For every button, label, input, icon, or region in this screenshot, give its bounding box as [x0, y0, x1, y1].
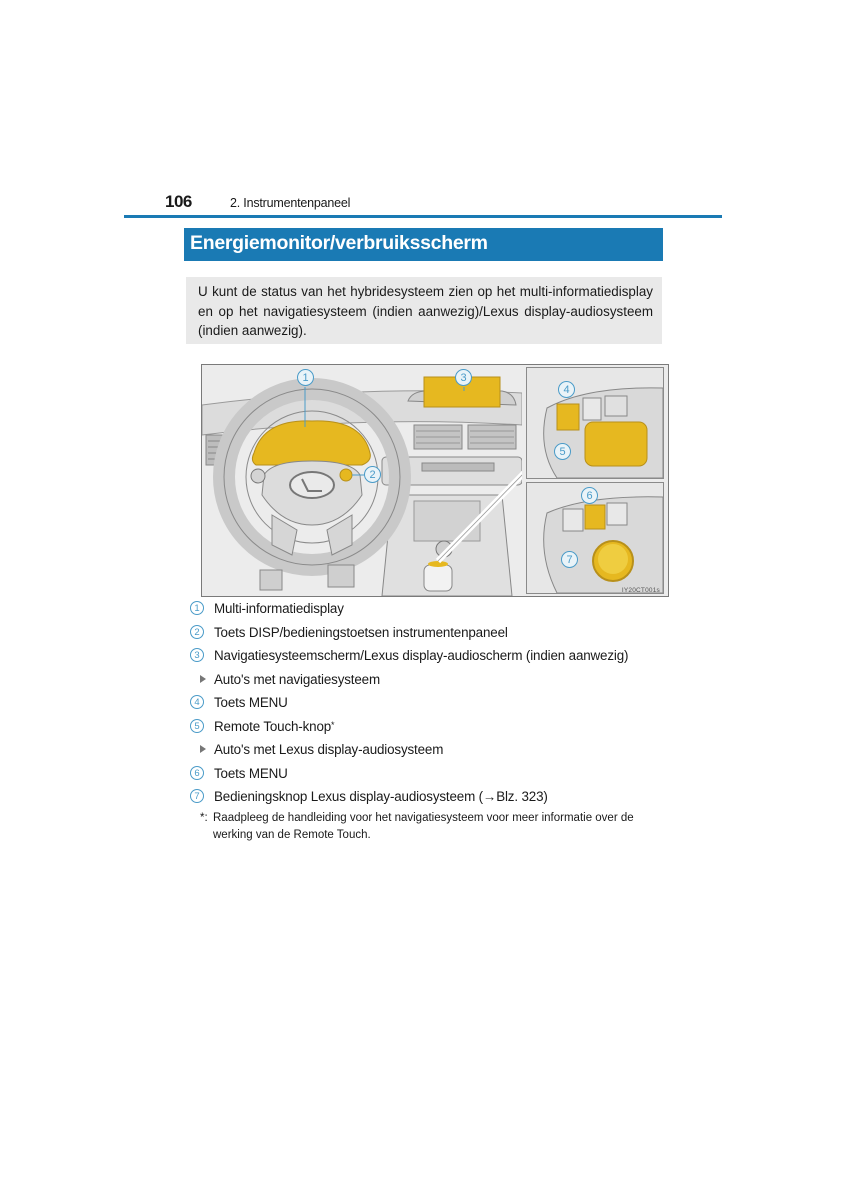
- callout-3: 3: [455, 369, 472, 386]
- legend-text-main: Remote Touch-knop: [214, 718, 332, 734]
- legend-item-5: [190, 718, 670, 742]
- legend-text: Navigatiesysteemscherm/Lexus display-audioscherm (indien aanwezig): [214, 648, 629, 663]
- legend-item-7: [190, 788, 670, 812]
- legend-item-4: [190, 694, 670, 718]
- inset-display-audio-knob: [526, 482, 664, 594]
- callout-2: 2: [364, 466, 381, 483]
- legend-item-6: [190, 765, 670, 789]
- remote-touch-drawing: [527, 368, 663, 478]
- number-badge: 3: [190, 648, 204, 662]
- header-rule: [124, 215, 722, 218]
- footnote-marker: *: [331, 719, 335, 730]
- number-badge: 5: [190, 719, 204, 733]
- legend-text: Bedieningsknop Lexus display-audiosysteem (→Blz. 323): [214, 789, 548, 804]
- dashboard-drawing: [202, 365, 522, 596]
- callout-1: 1: [297, 369, 314, 386]
- section-title-bar: [184, 228, 663, 261]
- legend-subheading-navigation: [190, 671, 670, 695]
- legend-subheading-display-audio: [190, 741, 670, 765]
- number-badge: 6: [190, 766, 204, 780]
- legend-text: [214, 718, 334, 736]
- legend-item-2: [190, 624, 670, 648]
- callout-7: 7: [561, 551, 578, 568]
- subheading-text: Auto's met Lexus display-audiosysteem: [214, 742, 444, 757]
- legend-text: Multi-informatiedisplay: [214, 601, 344, 616]
- triangle-bullet-icon: [200, 675, 206, 683]
- number-badge: 4: [190, 695, 204, 709]
- legend-item-1: [190, 600, 670, 624]
- callout-5: 5: [554, 443, 571, 460]
- legend-text: Toets MENU: [214, 765, 288, 781]
- chapter-title: 2. Instrumentenpaneel: [230, 196, 351, 210]
- dashboard-illustration: [201, 364, 669, 597]
- legend-list: [190, 600, 670, 812]
- page-number: 106: [165, 192, 192, 211]
- subheading-text: Auto's met navigatiesysteem: [214, 671, 380, 687]
- section-title: Energiemonitor/verbruiksscherm: [190, 232, 488, 254]
- callout-4: 4: [558, 381, 575, 398]
- triangle-bullet-icon: [200, 745, 206, 753]
- legend-item-3: [190, 647, 670, 671]
- footnote-text: Raadpleeg de handleiding voor het navigatiesysteem voor meer informatie over de werking van de Remote Touch.: [213, 812, 634, 841]
- callout-6: 6: [581, 487, 598, 504]
- intro-box: U kunt de status van het hybridesysteem zien op het multi-informatiedisplay en op het navigatiesysteem (indien aanwezig)/Lexus display-audiosysteem (indien aanwezig).: [186, 277, 662, 344]
- number-badge: 7: [190, 789, 204, 803]
- number-badge: 1: [190, 601, 204, 615]
- legend-text: Toets DISP/bedieningstoetsen instrumentenpaneel: [214, 624, 508, 640]
- footnote-marker: *:: [200, 812, 208, 824]
- inset-remote-touch: [526, 367, 664, 479]
- legend-text: Toets MENU: [214, 695, 288, 710]
- figure-code: IY20CT001s: [621, 587, 660, 594]
- number-badge: 2: [190, 625, 204, 639]
